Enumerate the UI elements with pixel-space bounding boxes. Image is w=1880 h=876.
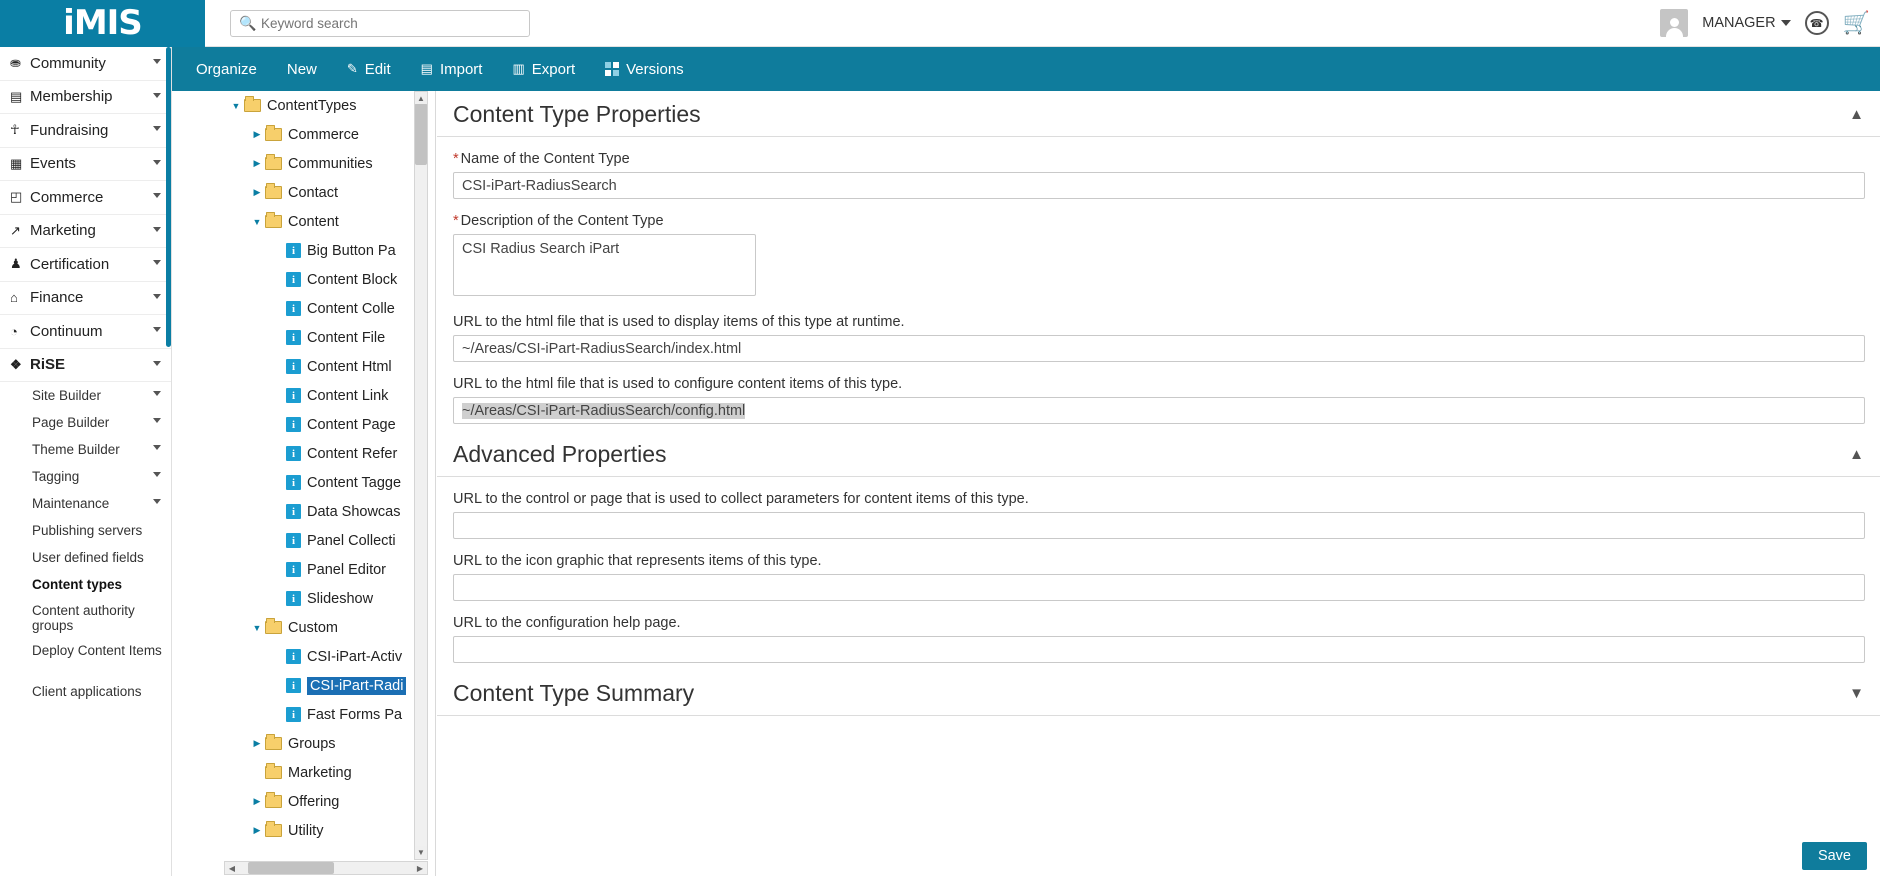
folder-icon — [265, 157, 282, 170]
tree-item-node[interactable] — [224, 555, 435, 584]
content-type-description-textarea[interactable] — [453, 234, 756, 296]
spacer-icon — [270, 390, 286, 401]
folder-icon — [265, 737, 282, 750]
sidebar-item-label: User defined fields — [32, 550, 144, 565]
tree-scroll-right-icon[interactable]: ▶ — [414, 862, 426, 874]
icon-url-input[interactable] — [453, 574, 1865, 601]
chevron-down-icon — [1781, 20, 1791, 26]
tree-node-label: Communities — [288, 155, 373, 172]
toolbar-button-label: Versions — [626, 60, 684, 78]
tree-node-label: Content Html — [307, 358, 392, 375]
info-document-icon: i — [286, 417, 301, 432]
import-icon: ▤ — [420, 61, 433, 76]
tree-item-node[interactable] — [224, 526, 435, 555]
info-document-icon: i — [286, 330, 301, 345]
info-document-icon: i — [286, 591, 301, 606]
triangle-right-icon[interactable]: ▶ — [253, 187, 261, 197]
sidebar-item-client-applications[interactable] — [0, 678, 171, 705]
triangle-down-icon[interactable]: ▼ — [252, 216, 262, 227]
tree-node-label: CSI-iPart-Activ — [307, 648, 403, 665]
export-icon: ▥ — [512, 61, 525, 76]
chevron-down-icon[interactable] — [153, 327, 161, 332]
pencil-icon: ✎ — [346, 61, 358, 76]
tree-scroll-left-icon[interactable]: ◀ — [226, 862, 238, 874]
tree-vertical-scrollbar[interactable] — [414, 91, 428, 860]
spacer-icon — [270, 593, 286, 604]
tree-item-node[interactable] — [224, 265, 435, 294]
avatar-body — [1666, 28, 1683, 37]
chevron-down-icon[interactable] — [153, 160, 161, 165]
tree-item-node[interactable] — [224, 468, 435, 497]
sidebar-item-label: Deploy Content Items — [32, 643, 162, 658]
sidebar-item-label: Membership — [30, 88, 113, 106]
spacer-icon — [270, 651, 286, 662]
spacer-icon — [270, 419, 286, 430]
sidebar-sub-items — [0, 382, 171, 705]
tree-node-label: Fast Forms Pa — [307, 706, 403, 723]
info-document-icon: i — [286, 649, 301, 664]
folder-icon — [265, 186, 282, 199]
summary-section-header — [437, 680, 1880, 716]
spacer-icon — [270, 535, 286, 546]
toolbar-button-label: Edit — [364, 60, 391, 78]
sidebar-item-label: Continuum — [30, 322, 103, 340]
sidebar-item-community[interactable] — [0, 47, 171, 81]
sidebar-item-fundraising[interactable] — [0, 114, 171, 148]
chevron-down-icon[interactable] — [153, 391, 161, 396]
info-document-icon: i — [286, 243, 301, 258]
tree-node-label: Commerce — [288, 126, 359, 143]
spacer-icon — [270, 680, 286, 691]
icon-url-label: URL to the icon graphic that represents items of this type. — [453, 553, 822, 569]
config-url-value: ~/Areas/CSI-iPart-RadiusSearch/config.html — [462, 402, 746, 419]
award-icon: ♟ — [10, 256, 22, 272]
required-marker: * — [453, 151, 459, 167]
chevron-down-icon[interactable] — [153, 93, 161, 98]
info-document-icon: i — [286, 475, 301, 490]
chevron-down-icon[interactable] — [153, 499, 161, 504]
main-content — [437, 91, 1880, 876]
tree-folder-node[interactable] — [224, 207, 435, 236]
sidebar-item-commerce[interactable] — [0, 181, 171, 215]
tree-horizontal-scroll-thumb[interactable] — [248, 862, 334, 874]
info-document-icon: i — [286, 562, 301, 577]
spacer-icon — [270, 361, 286, 372]
spacer-icon — [270, 564, 286, 575]
sidebar-item-label: Page Builder — [32, 415, 110, 430]
chevron-down-icon[interactable] — [153, 418, 161, 423]
tree-folder-node[interactable] — [224, 120, 435, 149]
tree-node-label: Content Tagge — [307, 474, 402, 491]
advanced-section-header — [437, 441, 1880, 477]
sidebar-item-label: Events — [30, 155, 76, 173]
properties-section-title: Content Type Properties — [453, 101, 701, 127]
chevron-down-icon[interactable] — [153, 472, 161, 477]
info-document-icon: i — [286, 359, 301, 374]
sidebar-item-label: Community — [30, 54, 106, 72]
triangle-right-icon[interactable]: ▶ — [253, 158, 261, 168]
spacer-icon — [270, 274, 286, 285]
spacer-icon — [270, 245, 286, 256]
card-icon: ▤ — [10, 88, 23, 104]
toolbar-button-export[interactable] — [498, 47, 589, 91]
tree-item-node[interactable] — [224, 352, 435, 381]
sidebar-item-label: Commerce — [30, 188, 104, 206]
folder-icon — [265, 621, 282, 634]
sidebar-item-user-defined-fields[interactable] — [0, 544, 171, 571]
sidebar-item-label: Publishing servers — [32, 523, 143, 538]
folder-icon — [265, 824, 282, 837]
sidebar-item-membership[interactable] — [0, 81, 171, 115]
spacer-icon — [270, 448, 286, 459]
chevron-down-icon[interactable] — [153, 361, 161, 366]
advanced-section-title: Advanced Properties — [453, 441, 667, 467]
properties-form — [437, 137, 1880, 424]
tree-node-label: Content Page — [307, 416, 396, 433]
search-icon: 🔍 — [239, 14, 257, 31]
user-menu-label: MANAGER — [1702, 15, 1776, 31]
tree-folder-node[interactable] — [224, 149, 435, 178]
cart-icon[interactable]: 🛒 — [1842, 10, 1870, 35]
sidebar-item-label: Content types — [32, 577, 123, 592]
folder-icon — [244, 99, 261, 112]
toolbar-button-organize[interactable] — [182, 47, 271, 91]
sidebar-main-items — [0, 47, 171, 382]
info-document-icon: i — [286, 446, 301, 461]
tree-scroll-down-icon[interactable]: ▼ — [415, 846, 427, 858]
rise-icon: ❖ — [10, 356, 22, 372]
tree-node-label: ContentTypes — [267, 97, 357, 114]
headset-icon[interactable]: ☎ — [1805, 11, 1829, 35]
user-menu[interactable] — [1702, 15, 1790, 31]
required-marker: * — [453, 213, 459, 229]
summary-expand-icon[interactable]: ▼ — [1849, 685, 1864, 702]
chevron-down-icon[interactable] — [153, 227, 161, 232]
tree-node-label: Slideshow — [307, 590, 374, 607]
tree-node-label: Content Block — [307, 271, 398, 288]
tree-item-node[interactable] — [224, 323, 435, 352]
parameters-url-label: URL to the control or page that is used to collect parameters for content items of this type. — [453, 491, 1029, 507]
spacer-icon — [270, 709, 286, 720]
tree-node-label: Big Button Pa — [307, 242, 396, 259]
chevron-down-icon[interactable] — [153, 59, 161, 64]
logo-text: iMIS — [63, 3, 142, 43]
tree-item-node[interactable] — [224, 294, 435, 323]
tree-item-node[interactable] — [224, 584, 435, 613]
imis-logo[interactable] — [0, 0, 205, 47]
toolbar-button-versions[interactable] — [591, 47, 698, 91]
sidebar-item-content-types[interactable] — [0, 571, 171, 598]
sidebar-item-label: Fundraising — [30, 121, 109, 139]
tree-node-label: Content File — [307, 329, 386, 346]
spacer-icon — [270, 332, 286, 343]
graph-icon: ↗ — [10, 222, 21, 238]
chart-icon: ◰ — [10, 189, 23, 205]
tree-folder-node[interactable] — [224, 178, 435, 207]
chevron-down-icon[interactable] — [153, 445, 161, 450]
tree-folder-node[interactable] — [224, 816, 435, 845]
tree-item-node[interactable] — [224, 700, 435, 729]
triangle-right-icon[interactable]: ▶ — [253, 129, 261, 139]
tree-folder-node[interactable] — [224, 758, 435, 787]
spacer-icon — [270, 477, 286, 488]
tree-item-node[interactable] — [224, 439, 435, 468]
sidebar-item-page-builder[interactable] — [0, 409, 171, 436]
summary-section-title: Content Type Summary — [453, 680, 695, 706]
calendar-icon: ▦ — [10, 155, 23, 171]
sidebar-item-marketing[interactable] — [0, 215, 171, 249]
toolbar-button-label: Export — [531, 60, 576, 78]
hand-icon: ☥ — [10, 122, 20, 138]
info-document-icon: i — [286, 388, 301, 403]
toolbar-button-edit[interactable] — [333, 47, 405, 91]
sidebar-item-theme-builder[interactable] — [0, 436, 171, 463]
tree-item-node[interactable] — [224, 381, 435, 410]
sidebar-item-rise[interactable] — [0, 349, 171, 383]
sidebar-item-content-authority-groups[interactable] — [0, 598, 171, 638]
info-document-icon: i — [286, 678, 301, 693]
tree-node-label: Panel Editor — [307, 561, 386, 578]
spacer-icon — [270, 303, 286, 314]
info-document-icon: i — [286, 504, 301, 519]
advanced-collapse-icon[interactable]: ▲ — [1849, 446, 1864, 463]
properties-collapse-icon[interactable]: ▲ — [1849, 106, 1864, 123]
tree-node-label: Content — [288, 213, 339, 230]
name-field-label: * Name of the Content Type — [453, 151, 630, 167]
sidebar-item-label: Certification — [30, 255, 110, 273]
sidebar-item-events[interactable] — [0, 148, 171, 182]
parameters-url-input[interactable] — [453, 512, 1865, 539]
sidebar — [0, 47, 172, 876]
chevron-down-icon[interactable] — [153, 260, 161, 265]
spacer-icon — [249, 767, 265, 778]
tree-item-node[interactable] — [224, 671, 435, 700]
sidebar-item-site-builder[interactable] — [0, 382, 171, 409]
config-url-label: URL to the html file that is used to configure content items of this type. — [453, 376, 903, 392]
tree-folder-node[interactable] — [224, 787, 435, 816]
sidebar-item-deploy-content-items[interactable] — [0, 638, 171, 678]
sidebar-item-continuum[interactable] — [0, 315, 171, 349]
toolbar-button-label: Organize — [196, 60, 257, 78]
sidebar-item-certification[interactable] — [0, 248, 171, 282]
tree-node-label: Custom — [288, 619, 338, 636]
tree-node-label: Contact — [288, 184, 338, 201]
top-bar-right — [1660, 9, 1880, 37]
triangle-down-icon[interactable]: ▼ — [231, 100, 241, 111]
tree-node-label: Offering — [288, 793, 340, 810]
folder-icon — [265, 795, 282, 808]
save-button[interactable]: Save — [1802, 842, 1867, 870]
tree-item-node[interactable] — [224, 497, 435, 526]
search-container — [230, 10, 530, 37]
tree-item-node[interactable] — [224, 410, 435, 439]
tree-node-label: Data Showcas — [307, 503, 401, 520]
sidebar-item-label: Maintenance — [32, 496, 110, 511]
sidebar-item-label: Content authority groups — [32, 603, 135, 633]
info-document-icon: i — [286, 301, 301, 316]
folder-icon — [265, 766, 282, 779]
description-field-label: * Description of the Content Type — [453, 213, 664, 229]
advanced-form — [437, 477, 1880, 663]
sidebar-item-label: Theme Builder — [32, 442, 120, 457]
tree-vertical-scroll-thumb[interactable] — [415, 103, 427, 165]
tree-scroll-up-icon[interactable]: ▲ — [415, 92, 427, 104]
tree-node-label: Content Colle — [307, 300, 395, 317]
toolbar — [172, 47, 1880, 91]
info-document-icon: i — [286, 707, 301, 722]
content-type-tree — [224, 91, 436, 876]
folder-icon — [265, 215, 282, 228]
triangle-right-icon[interactable]: ▶ — [253, 796, 261, 806]
avatar-head — [1670, 18, 1679, 27]
properties-section-header — [437, 101, 1880, 137]
tree-folder-node[interactable] — [224, 91, 435, 120]
sidebar-item-label: RiSE — [30, 356, 66, 374]
search-input[interactable] — [230, 10, 530, 37]
sidebar-item-label: Finance — [30, 289, 84, 307]
sidebar-item-tagging[interactable] — [0, 463, 171, 490]
content-type-name-input[interactable] — [453, 172, 1865, 199]
sidebar-item-publishing-servers[interactable] — [0, 517, 171, 544]
tree-node-label: CSI-iPart-Radi — [307, 677, 406, 695]
tree-node-label: Groups — [288, 735, 336, 752]
tree-node-label: Content Link — [307, 387, 389, 404]
spacer-icon — [270, 506, 286, 517]
sidebar-item-label: Tagging — [32, 469, 80, 484]
tree-node-label: Utility — [288, 822, 324, 839]
tree-folder-node[interactable] — [224, 729, 435, 758]
chevron-down-icon[interactable] — [153, 126, 161, 131]
sidebar-item-label: Site Builder — [32, 388, 102, 403]
toolbar-button-import[interactable] — [407, 47, 497, 91]
sidebar-item-label: Client applications — [32, 684, 142, 699]
top-bar — [0, 0, 1880, 47]
sidebar-item-finance[interactable] — [0, 282, 171, 316]
people-icon: ⛂ — [10, 55, 21, 71]
sidebar-item-maintenance[interactable] — [0, 490, 171, 517]
runtime-url-input[interactable] — [453, 335, 1865, 362]
folder-icon — [265, 128, 282, 141]
avatar[interactable] — [1660, 9, 1688, 37]
chevron-down-icon[interactable] — [153, 193, 161, 198]
toolbar-button-label: New — [286, 60, 317, 78]
sidebar-scroll-indicator[interactable] — [166, 47, 171, 347]
infinity-icon: ◔ — [10, 323, 18, 339]
info-document-icon: i — [286, 272, 301, 287]
tree-item-node[interactable] — [224, 642, 435, 671]
tree-node-label: Panel Collecti — [307, 532, 396, 549]
runtime-url-label: URL to the html file that is used to display items of this type at runtime. — [453, 314, 905, 330]
info-document-icon: i — [286, 533, 301, 548]
tree-node-label: Content Refer — [307, 445, 398, 462]
grid-icon — [605, 62, 619, 76]
help-url-input[interactable] — [453, 636, 1865, 663]
bank-icon: ⌂ — [10, 290, 18, 306]
config-url-input[interactable] — [453, 397, 1865, 424]
tree-node-label: Marketing — [288, 764, 352, 781]
triangle-right-icon[interactable]: ▶ — [253, 738, 261, 748]
sidebar-item-label: Marketing — [30, 222, 96, 240]
tree-item-node[interactable] — [224, 236, 435, 265]
toolbar-button-new[interactable] — [273, 47, 331, 91]
chevron-down-icon[interactable] — [153, 294, 161, 299]
triangle-right-icon[interactable]: ▶ — [253, 825, 261, 835]
triangle-down-icon[interactable]: ▼ — [252, 622, 262, 633]
tree-folder-node[interactable] — [224, 613, 435, 642]
toolbar-button-label: Import — [439, 60, 483, 78]
help-url-label: URL to the configuration help page. — [453, 615, 681, 631]
